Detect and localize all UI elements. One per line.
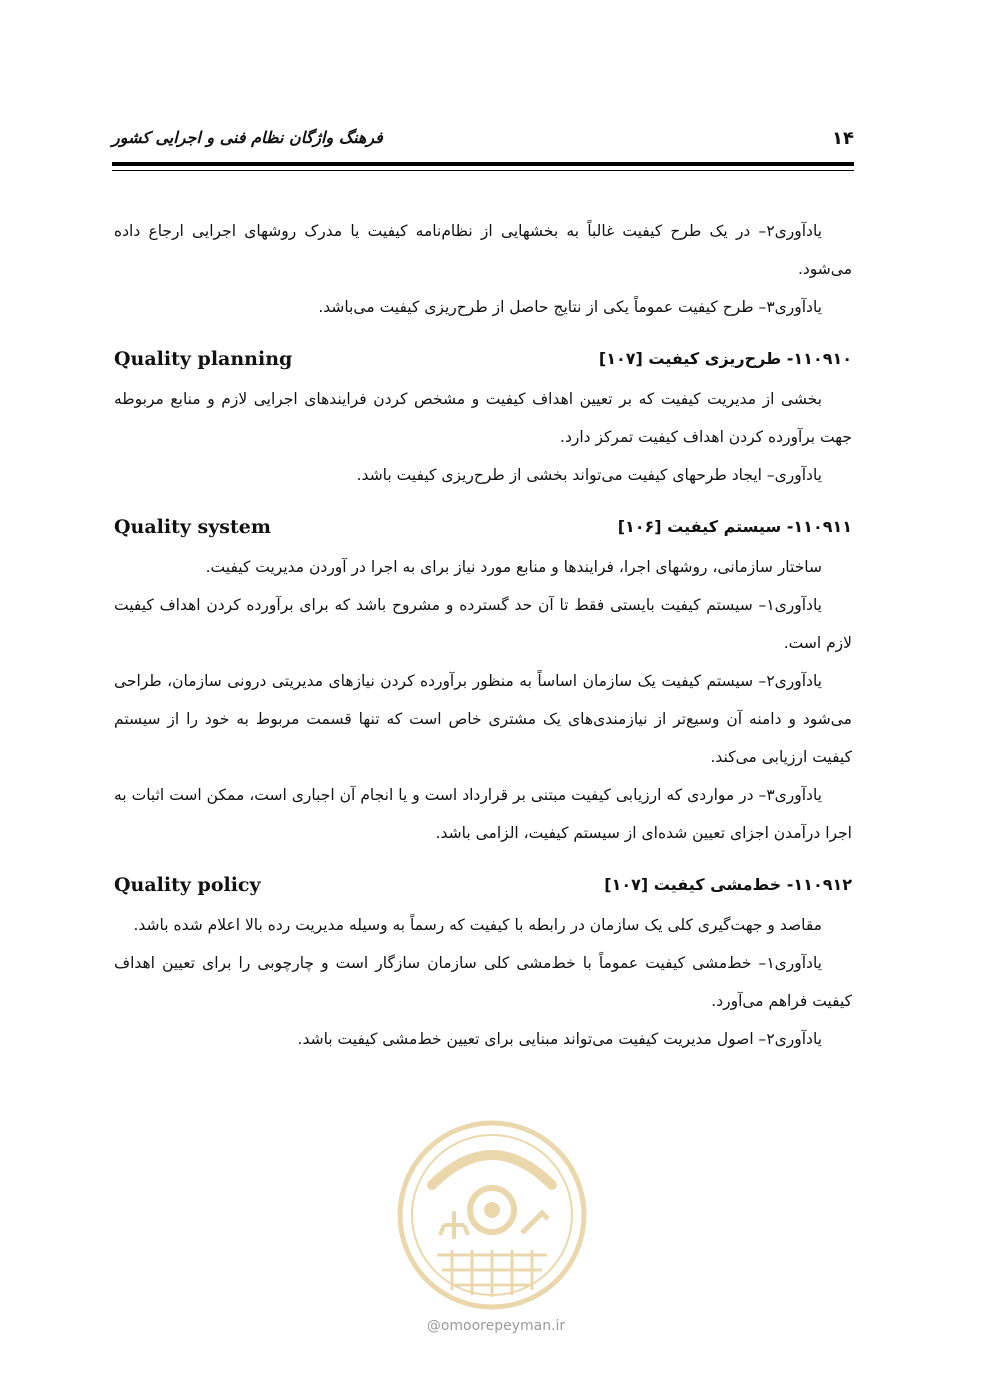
paragraph: یادآوری۳– طرح کیفیت عموماً یکی از نتایج حاصل از طرح‌ریزی کیفیت می‌باشد.: [318, 298, 822, 316]
note-paragraph: یادآوری۲– اصول مدیریت کیفیت می‌تواند مبنایی برای تعیین خط‌مشی کیفیت باشد.: [297, 1030, 822, 1048]
watermark-caption: @omoorepeyman.ir: [426, 1318, 566, 1334]
term-heading: [114, 864, 852, 906]
term-english: Quality system: [114, 516, 271, 538]
page-number: ۱۴: [832, 128, 854, 149]
term-persian: ۱۱۰۹۱۰- طرح‌ریزی کیفیت [۱۰۷]: [598, 349, 852, 368]
definition-paragraph: ساختار سازمانی، روشهای اجرا، فرایندها و منابع مورد نیاز برای به اجرا در آوردن مدیریت کیفیت.: [205, 558, 822, 576]
term-english: Quality planning: [114, 348, 293, 370]
term-persian: ۱۱۰۹۱۲- خط‌مشی کیفیت [۱۰۷]: [604, 875, 852, 894]
header-rule-thick: [112, 162, 854, 166]
term-heading: [114, 506, 852, 548]
term-english: Quality policy: [114, 874, 261, 896]
note-paragraph: یادآوری۲– سیستم کیفیت یک سازمان اساساً به منظور برآورده کردن نیازهای مدیریتی درونی سازمان، طراحی می‌شود و دامنه آن وسیع‌تر از نیازمندی‌های یک مشتری خاص است که تنها قسمت مربوط به خود را از سیستم کیفیت ارزیابی می‌کند.: [114, 672, 852, 766]
definition-paragraph: بخشی از مدیریت کیفیت که بر تعیین اهداف کیفیت و مشخص کردن فرایندهای اجرایی لازم و منابع مربوطه جهت برآورده کردن اهداف کیفیت تمرکز دارد.: [114, 390, 852, 446]
header-rule-thin: [112, 170, 854, 171]
definition-paragraph: مقاصد و جهت‌گیری کلی یک سازمان در رابطه با کیفیت که رسماً به وسیله مدیریت رده بالا اعلام شده باشد.: [133, 916, 822, 934]
paragraph: یادآوری۲– در یک طرح کیفیت غالباً به بخشهایی از نظام‌نامه کیفیت یا مدرک روشهای اجرایی ارجاع داده می‌شود.: [114, 222, 852, 278]
running-header-title: فرهنگ واژگان نظام فنی و اجرایی کشور: [112, 128, 383, 147]
term-persian: ۱۱۰۹۱۱- سیستم کیفیت [۱۰۶]: [617, 517, 852, 536]
note-paragraph: یادآوری۳– در مواردی که ارزیابی کیفیت مبتنی بر قرارداد است و یا انجام آن اجباری است، ممکن است اثبات به اجرا درآمدن اجزای تعیین شده‌ای از سیستم کیفیت، الزامی باشد.: [114, 786, 852, 842]
term-heading: [114, 338, 852, 380]
page-body: [114, 212, 852, 1058]
note-paragraph: یادآوری۱– سیستم کیفیت بایستی فقط تا آن حد گسترده و مشروح باشد که برای برآورده کردن اهداف کیفیت لازم است.: [114, 596, 852, 652]
note-paragraph: یادآوری– ایجاد طرحهای کیفیت می‌تواند بخشی از طرح‌ریزی کیفیت باشد.: [356, 466, 822, 484]
watermark-seal: [392, 1115, 592, 1315]
note-paragraph: یادآوری۱– خط‌مشی کیفیت عموماً با خط‌مشی کلی سازمان سازگار است و چارچوبی را برای تعیین اهداف کیفیت فراهم می‌آورد.: [114, 954, 852, 1010]
